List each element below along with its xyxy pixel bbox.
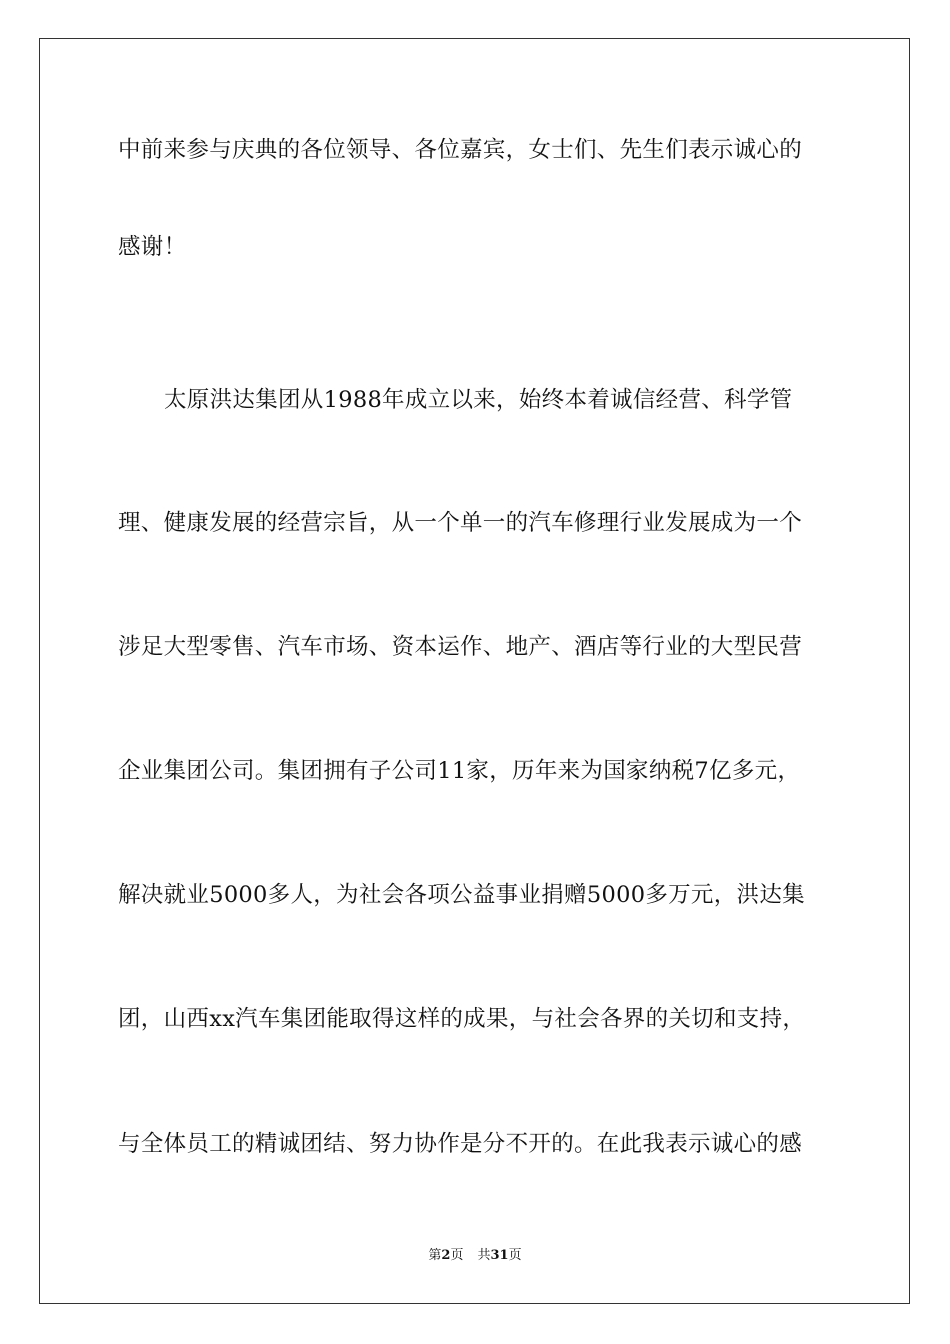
body-line-6: 企业集团公司。集团拥有子公司11家，历年来为国家纳税7亿多元， [118, 758, 801, 784]
page-footer [0, 1247, 950, 1265]
footer-page-suffix: 页 [450, 1248, 464, 1263]
footer-total-suffix: 页 [508, 1248, 522, 1263]
page-border [39, 38, 910, 1304]
body-line-1: 中前来参与庆典的各位领导、各位嘉宾，女士们、先生们表示诚心的 [118, 137, 803, 163]
body-line-8: 团，山西xx汽车集团能取得这样的成果，与社会各界的关切和支持， [118, 1006, 806, 1032]
body-line-2: 感谢！ [118, 234, 187, 260]
footer-page-number: 2 [441, 1248, 451, 1263]
body-line-5: 涉足大型零售、汽车市场、资本运作、地产、酒店等行业的大型民营 [118, 634, 803, 660]
footer-page-prefix: 第 [428, 1248, 442, 1263]
footer-total-pages: 31 [490, 1248, 509, 1263]
body-line-4: 理、健康发展的经营宗旨，从一个单一的汽车修理行业发展成为一个 [118, 510, 803, 536]
body-line-7: 解决就业5000多人，为社会各项公益事业捐赠5000多万元，洪达集 [118, 882, 805, 908]
body-line-3: 太原洪达集团从1988年成立以来，始终本着诚信经营、科学管 [164, 387, 793, 413]
footer-total-prefix: 共 [477, 1248, 491, 1263]
body-line-9: 与全体员工的精诚团结、努力协作是分不开的。在此我表示诚心的感 [118, 1131, 803, 1157]
